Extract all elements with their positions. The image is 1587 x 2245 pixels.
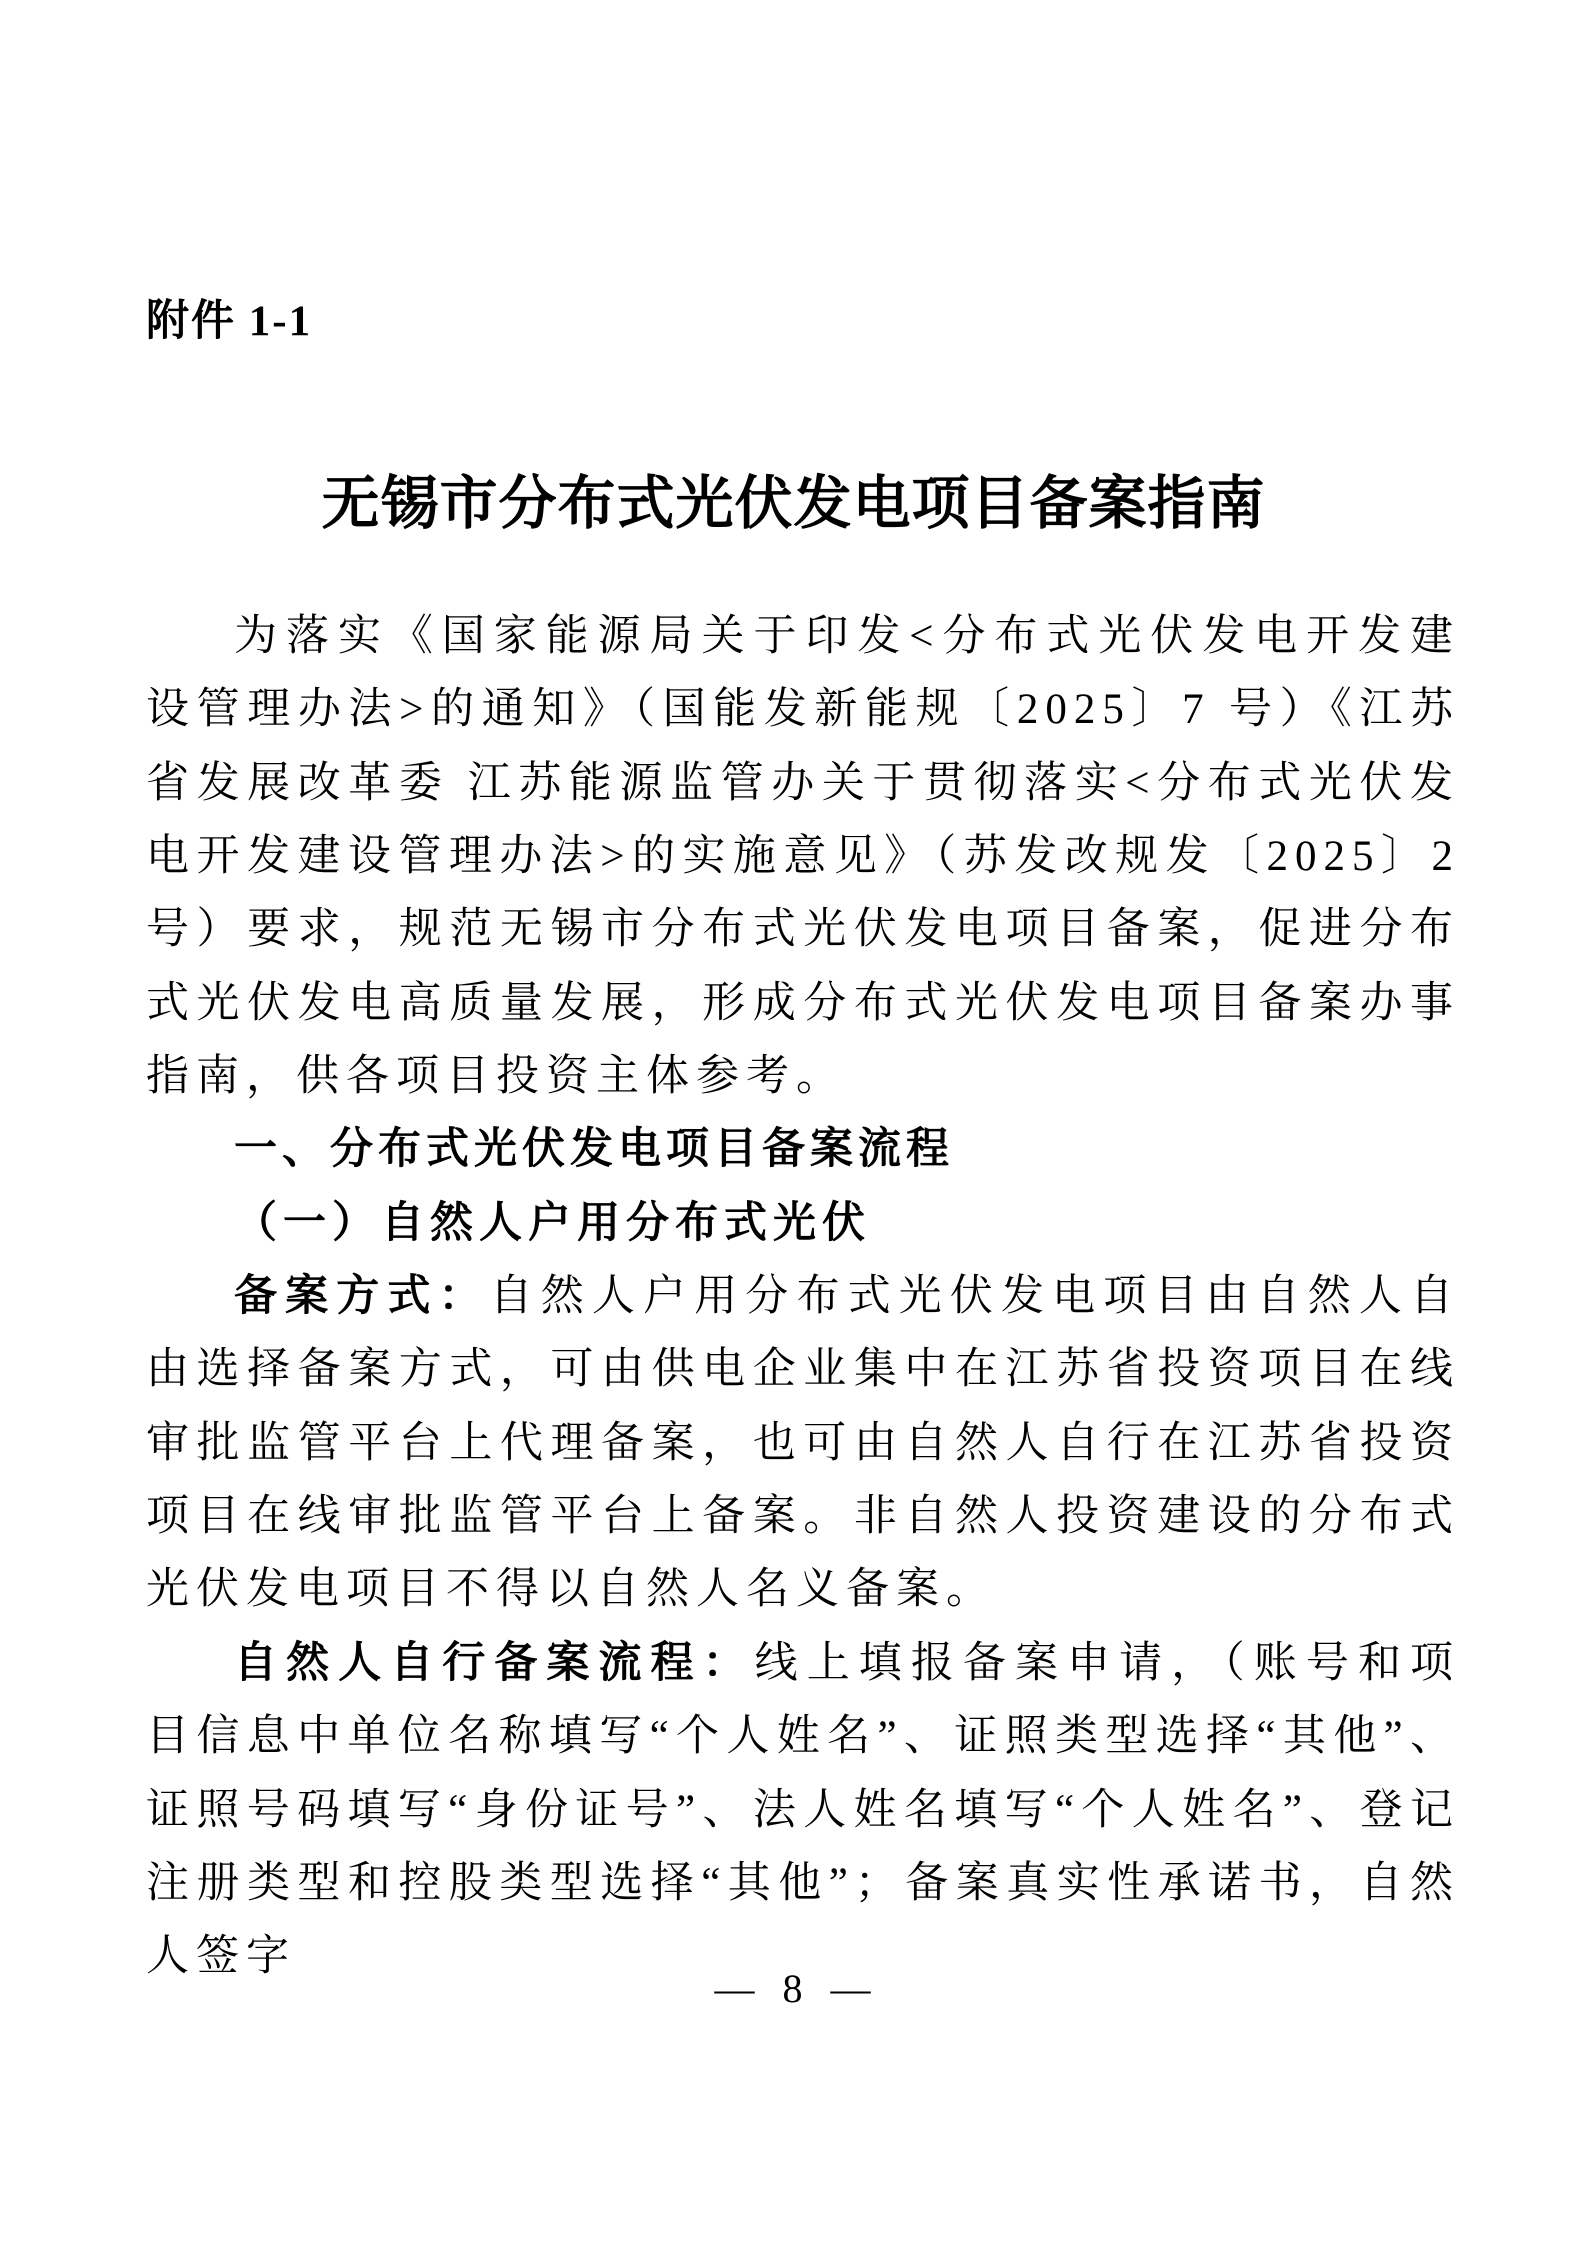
self-filing-text: 线上填报备案申请，（账号和项目信息中单位名称填写“个人姓名”、证照类型选择“其他”、证照号码填写“身份证号”、法人姓名填写“个人姓名”、登记注册类型和控股类型选择“其他”；备案真实性承诺书，自然人签字 <box>146 1639 1461 1981</box>
page-number: — 8 — <box>714 1966 873 2011</box>
filing-method-lead: 备案方式： <box>234 1273 490 1321</box>
section-heading-filing-process: 一、分布式光伏发电项目备案流程 <box>234 1125 954 1174</box>
self-filing-paragraph <box>146 1627 1460 1994</box>
subsection-heading-natural-person: （一）自然人户用分布式光伏 <box>234 1199 871 1247</box>
intro-paragraph: 为落实《国家能源局关于印发<分布式光伏发电开发建设管理办法>的通知》（国能发新能规〔2025〕7 号）《江苏省发展改革委 江苏能源监管办关于贯彻落实<分布式光伏发电开发建设管理办法>的实施意见》（苏发改规发〔2025〕2 号）要求，规范无锡市分布式光伏发电项目备案，促进分布式光伏发电高质量发展，形成分布式光伏发电项目备案办事指南，供各项目投资主体参考。 <box>146 613 1460 1101</box>
attachment-label: 附件 1-1 <box>146 298 313 345</box>
document-body <box>146 600 1460 1994</box>
filing-method-paragraph <box>146 1260 1460 1627</box>
filing-method-text: 自然人户用分布式光伏发电项目由自然人自由选择备案方式，可由供电企业集中在江苏省投资项目在线审批监管平台上代理备案，也可由自然人自行在江苏省投资项目在线审批监管平台上备案。非自然人投资建设的分布式光伏发电项目不得以自然人名义备案。 <box>146 1273 1461 1614</box>
document-title: 无锡市分布式光伏发电项目备案指南 <box>321 470 1266 536</box>
self-filing-lead: 自然人自行备案流程： <box>234 1639 755 1687</box>
